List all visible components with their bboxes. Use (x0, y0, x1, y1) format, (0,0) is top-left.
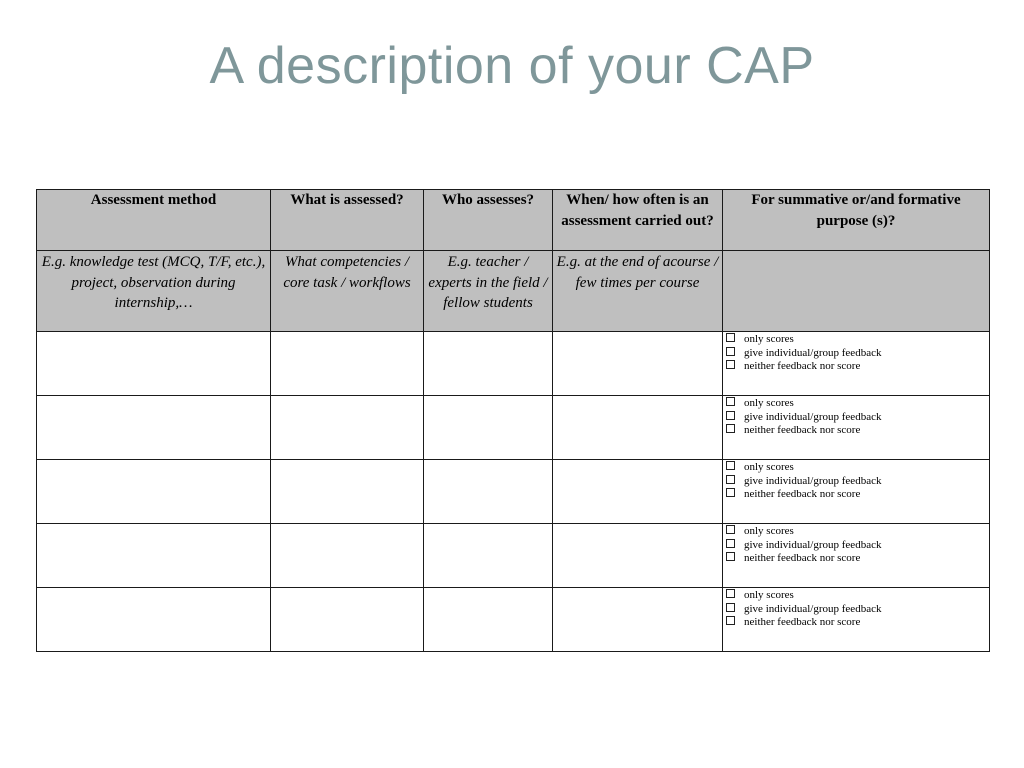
purpose-option-label: give individual/group feedback (744, 538, 882, 551)
purpose-option[interactable] (726, 360, 986, 374)
table-row (37, 588, 990, 652)
what-assessed-cell[interactable] (271, 524, 424, 588)
purpose-option-label: only scores (744, 397, 794, 409)
assessment-method-cell[interactable] (37, 332, 271, 396)
checkbox-icon[interactable] (726, 603, 735, 612)
when-how-often-cell[interactable] (553, 332, 723, 396)
checkbox-icon[interactable] (726, 397, 735, 406)
purpose-options-cell (723, 460, 990, 524)
purpose-option-label: neither feedback nor score (744, 360, 861, 373)
header-when-how-often: When/ how often is an assessment carried out? (553, 190, 723, 251)
slide-title: A description of your CAP (209, 37, 815, 95)
purpose-option[interactable] (726, 616, 986, 630)
checkbox-icon[interactable] (726, 475, 735, 484)
checkbox-icon[interactable] (726, 424, 735, 433)
purpose-option-label: only scores (744, 461, 794, 473)
example-purpose (723, 251, 990, 332)
table-row (37, 460, 990, 524)
who-assesses-cell[interactable] (424, 524, 553, 588)
purpose-option-label: give individual/group feedback (744, 474, 882, 487)
example-assessment-method: E.g. knowledge test (MCQ, T/F, etc.), project, observation during internship,… (37, 251, 271, 332)
purpose-option-label: neither feedback nor score (744, 424, 861, 437)
checkbox-icon[interactable] (726, 616, 735, 625)
purpose-option[interactable] (726, 347, 986, 361)
checkbox-icon[interactable] (726, 589, 735, 598)
entry-rows (37, 332, 990, 652)
table-row (37, 524, 990, 588)
table-row (37, 396, 990, 460)
purpose-option[interactable] (726, 603, 986, 617)
purpose-option[interactable] (726, 424, 986, 438)
example-what-assessed: What competencies / core task / workflows (271, 251, 424, 332)
checkbox-icon[interactable] (726, 525, 735, 534)
purpose-options-cell (723, 396, 990, 460)
purpose-option-label: only scores (744, 333, 794, 345)
when-how-often-cell[interactable] (553, 396, 723, 460)
purpose-option[interactable] (726, 461, 986, 475)
purpose-options-cell (723, 332, 990, 396)
checkbox-icon[interactable] (726, 333, 735, 342)
table-row (37, 332, 990, 396)
what-assessed-cell[interactable] (271, 396, 424, 460)
purpose-option-label: only scores (744, 525, 794, 537)
what-assessed-cell[interactable] (271, 460, 424, 524)
checkbox-icon[interactable] (726, 461, 735, 470)
who-assesses-cell[interactable] (424, 332, 553, 396)
checkbox-icon[interactable] (726, 411, 735, 420)
purpose-option[interactable] (726, 552, 986, 566)
example-row (37, 251, 990, 332)
purpose-option-label: only scores (744, 589, 794, 601)
purpose-option[interactable] (726, 411, 986, 425)
purpose-option-label: give individual/group feedback (744, 410, 882, 423)
purpose-option[interactable] (726, 397, 986, 411)
purpose-option[interactable] (726, 525, 986, 539)
assessment-method-cell[interactable] (37, 524, 271, 588)
checkbox-icon[interactable] (726, 360, 735, 369)
what-assessed-cell[interactable] (271, 588, 424, 652)
purpose-option[interactable] (726, 589, 986, 603)
when-how-often-cell[interactable] (553, 460, 723, 524)
when-how-often-cell[interactable] (553, 588, 723, 652)
purpose-option-label: neither feedback nor score (744, 616, 861, 629)
header-assessment-method: Assessment method (37, 190, 271, 251)
assessment-method-cell[interactable] (37, 460, 271, 524)
header-purpose: For summative or/and formative purpose (s)? (723, 190, 990, 251)
checkbox-icon[interactable] (726, 488, 735, 497)
purpose-option-label: neither feedback nor score (744, 552, 861, 565)
example-who-assesses: E.g. teacher / experts in the field / fellow students (424, 251, 553, 332)
purpose-options-cell (723, 524, 990, 588)
header-who-assesses: Who assesses? (424, 190, 553, 251)
purpose-option[interactable] (726, 488, 986, 502)
who-assesses-cell[interactable] (424, 588, 553, 652)
who-assesses-cell[interactable] (424, 396, 553, 460)
checkbox-icon[interactable] (726, 552, 735, 561)
purpose-option-label: neither feedback nor score (744, 488, 861, 501)
purpose-options-cell (723, 588, 990, 652)
purpose-option[interactable] (726, 333, 986, 347)
purpose-option-label: give individual/group feedback (744, 602, 882, 615)
purpose-option[interactable] (726, 539, 986, 553)
who-assesses-cell[interactable] (424, 460, 553, 524)
checkbox-icon[interactable] (726, 539, 735, 548)
assessment-method-cell[interactable] (37, 396, 271, 460)
example-when-how-often: E.g. at the end of acourse / few times per course (553, 251, 723, 332)
purpose-option[interactable] (726, 475, 986, 489)
assessment-method-cell[interactable] (37, 588, 271, 652)
cap-table (36, 189, 990, 652)
header-what-assessed: What is assessed? (271, 190, 424, 251)
purpose-option-label: give individual/group feedback (744, 346, 882, 359)
what-assessed-cell[interactable] (271, 332, 424, 396)
checkbox-icon[interactable] (726, 347, 735, 356)
when-how-often-cell[interactable] (553, 524, 723, 588)
header-row (37, 190, 990, 251)
